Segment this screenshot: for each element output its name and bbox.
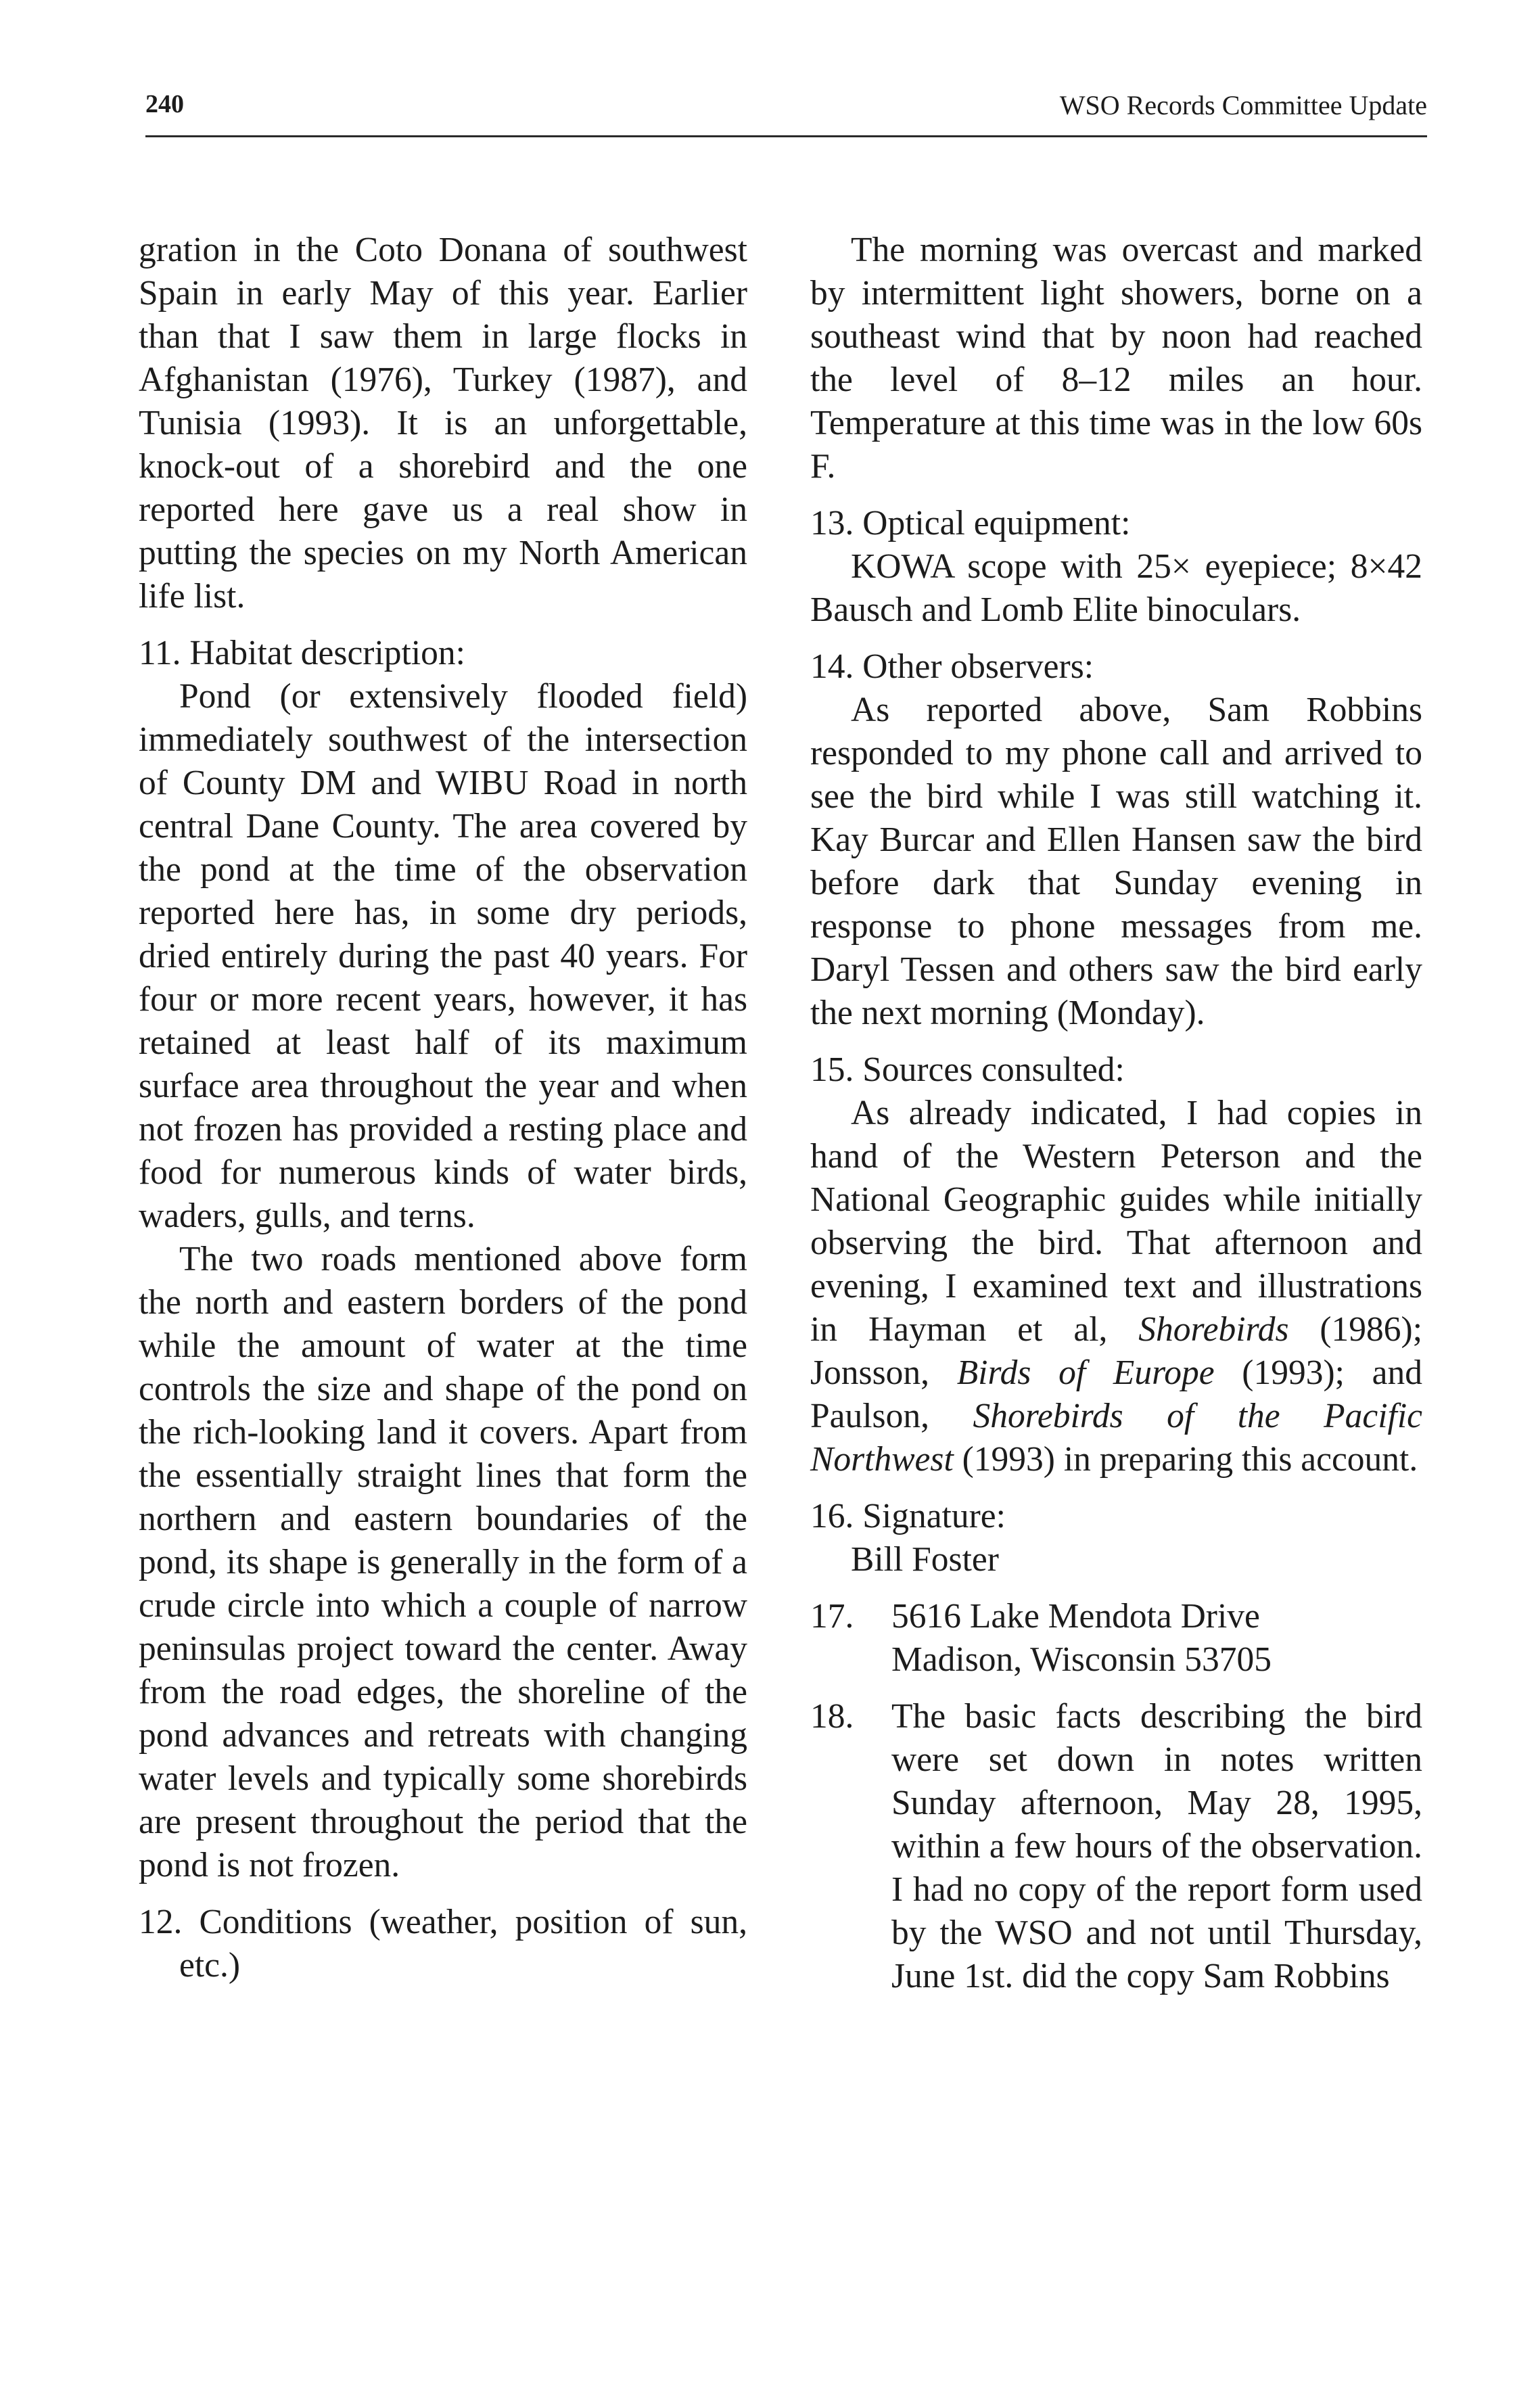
running-title: WSO Records Committee Update: [1059, 90, 1427, 120]
sources-paragraph: [810, 1092, 1422, 1481]
section-18-number: 18.: [810, 1697, 854, 1736]
habitat-paragraph-1: Pond (or extensively flooded field) immediately southwest of the intersection of County DM and WIBU Road in north central Dane County. The area covered by the pond at the time of the observation reported here has, in some dry periods, dried entirely during the past 40 years. For four or more recent years, however, it has retained at least half of its maximum surface area throughout the year and when not frozen has provided a resting place and food for numerous kinds of water birds, waders, gulls, and terns.: [139, 677, 747, 1235]
section-13-heading: 13. Optical equipment:: [810, 504, 1131, 542]
section-15-heading: 15. Sources consulted:: [810, 1050, 1125, 1089]
page-number: 240: [145, 90, 184, 118]
signature-name: Bill Foster: [851, 1540, 999, 1579]
book-title-shorebirds: Shorebirds: [1138, 1310, 1289, 1349]
conditions-paragraph: The morning was overcast and marked by intermittent light showers, borne on a southeast wind that by noon had reached the level of 8–12 miles an hour. Temperature at this time was in the low 60s F.: [810, 231, 1422, 486]
section-17: [810, 1595, 1422, 1682]
continued-paragraph: gration in the Coto Donana of southwest Spain in early May of this year. Earlier than that I saw them in large flocks in Afghanistan (1976), Turkey (1987), and Tunisia (1993). It is an unforgettable, knock-out of a shorebird and the one reported here gave us a real show in putting the species on my North American life list.: [139, 231, 747, 616]
section-11-heading: 11. Habitat description:: [139, 634, 465, 672]
observers-paragraph: As reported above, Sam Robbins responded to my phone call and arrived to see the bird while I was still watching it. Kay Burcar and Ellen Hansen saw the bird before dark that Sunday evening in response to phone messages from me. Daryl Tessen and others saw the bird early the next morning (Monday).: [810, 691, 1422, 1032]
section-16-heading: 16. Signature:: [810, 1497, 1006, 1535]
optical-paragraph: KOWA scope with 25× eyepiece; 8×42 Bausch and Lomb Elite binoculars.: [810, 547, 1422, 629]
sources-text-4: (1993) in preparing this account.: [953, 1440, 1418, 1479]
section-12-heading: 12. Conditions (weather, position of sun, etc.): [139, 1903, 747, 1985]
book-title-pacific-northwest: Shorebirds of the Pacific Northwest: [810, 1397, 1422, 1479]
sources-text-2: (1986); Jonsson,: [810, 1310, 1423, 1392]
section-18: [810, 1695, 1422, 1998]
left-column: [139, 229, 747, 1987]
page-header: [145, 88, 1427, 137]
notes-paragraph: The basic facts describing the bird were set down in notes written Sunday afternoon, May 28, 1995, within a few hours of the observation. I had no copy of the report form used by the WSO and not until Thursday, June 1st. did the copy Sam Robbins: [891, 1697, 1422, 1995]
address-line-2: Madison, Wisconsin 53705: [891, 1640, 1272, 1679]
book-title-birds-of-europe: Birds of Europe: [956, 1353, 1215, 1392]
sources-text-3: (1993); and Paulson,: [810, 1353, 1422, 1435]
section-17-number: 17.: [810, 1597, 854, 1636]
section-14-heading: 14. Other observers:: [810, 647, 1094, 686]
habitat-paragraph-2: The two roads mentioned above form the north and eastern borders of the pond while the amount of water at the time controls the size and shape of the pond on the rich-looking land it covers. Apart from the essentially straight lines that form the northern and eastern boundaries of the pond, its shape is generally in the form of a crude circle into which a couple of narrow peninsulas project toward the center. Away from the road edges, the shoreline of the pond advances and retreats with changing water levels and typically some shorebirds are present throughout the period that the pond is not frozen.: [139, 1240, 747, 1884]
address-line-1: 5616 Lake Mendota Drive: [891, 1597, 1260, 1636]
sources-text-1: As already indicated, I had copies in hand of the Western Peterson and the National Geographic guides while initially observing the bird. That afternoon and evening, I examined text and illustrations in Hayman et al,: [810, 1094, 1422, 1349]
right-column: [810, 229, 1422, 1998]
